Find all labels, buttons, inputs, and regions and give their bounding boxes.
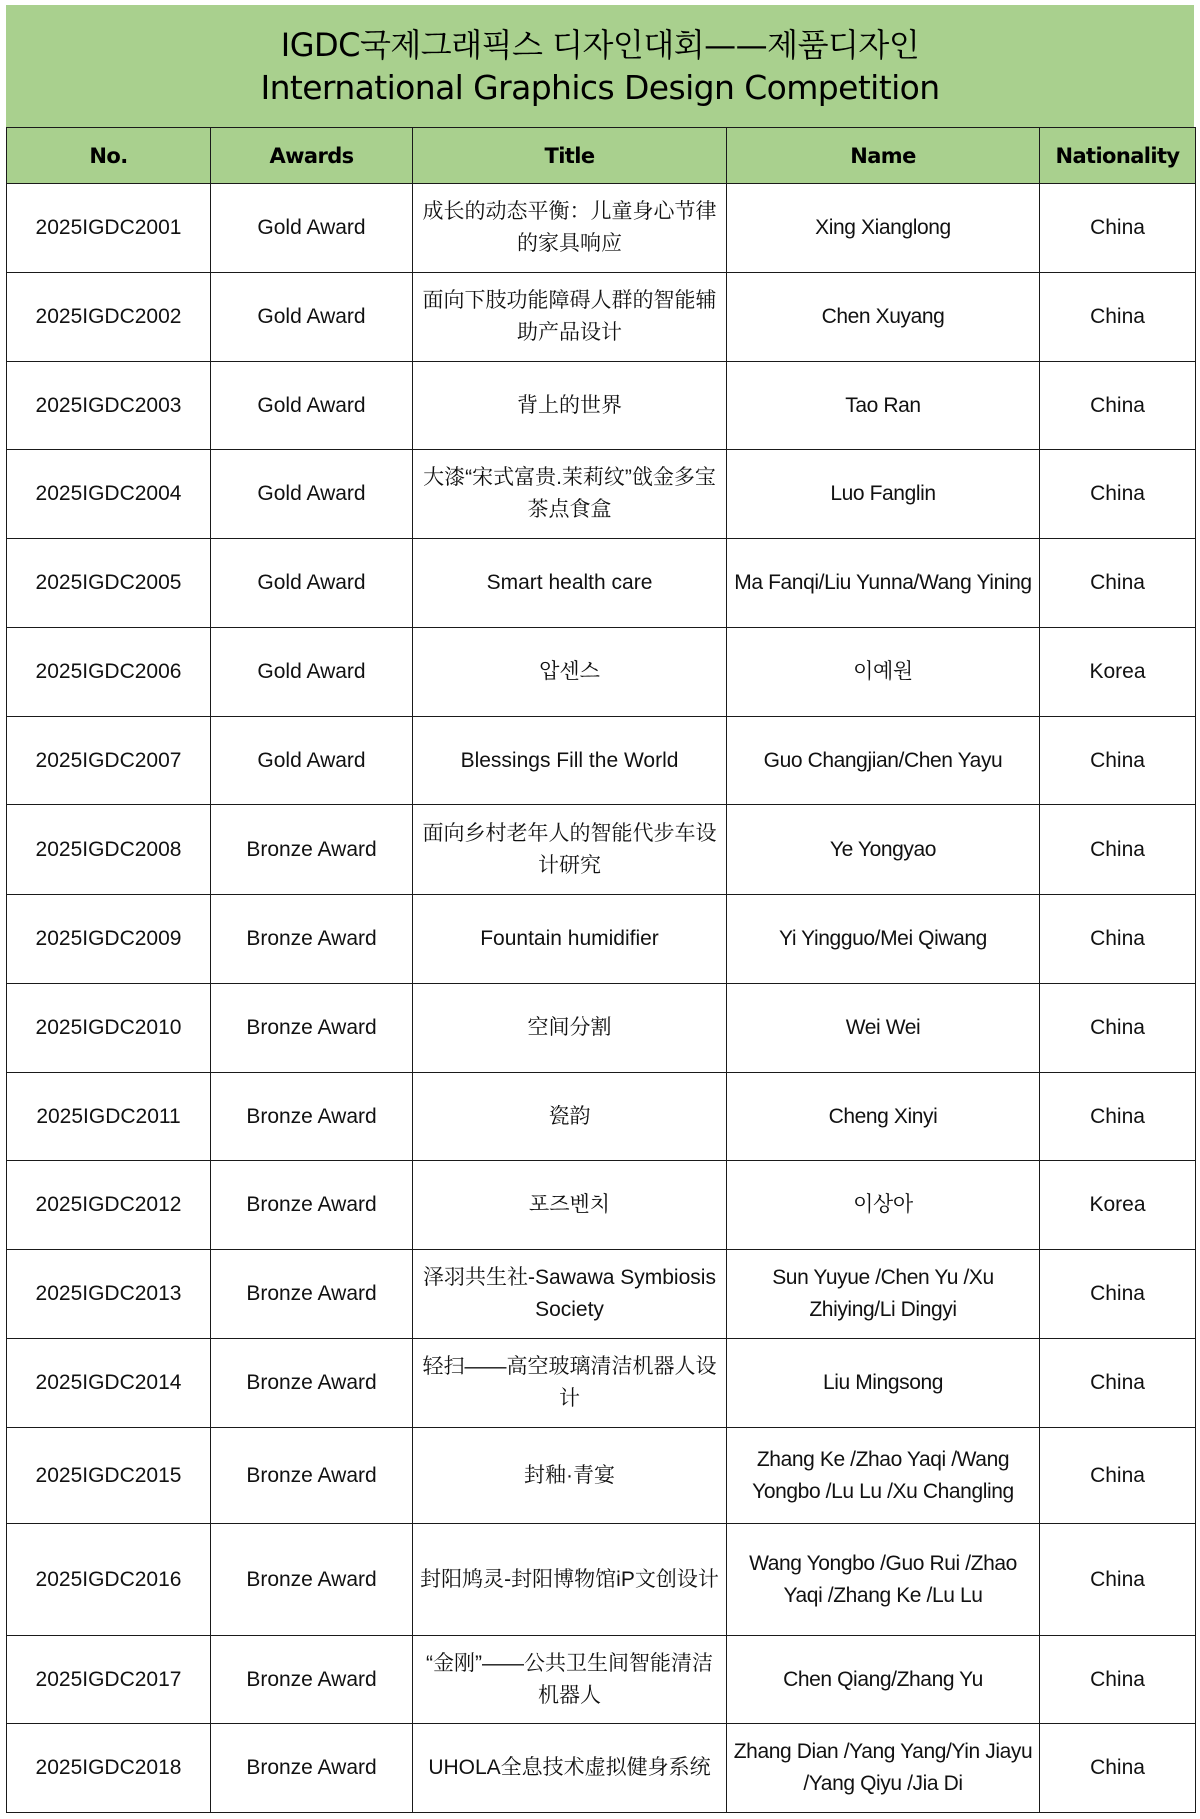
cell-award: Bronze Award — [211, 1524, 413, 1636]
cell-nationality: Korea — [1040, 628, 1196, 717]
cell-number: 2025IGDC2007 — [7, 717, 211, 805]
cell-title: 泽羽共生社-Sawawa Symbiosis Society — [413, 1250, 727, 1339]
cell-name: 이예원 — [727, 628, 1040, 717]
cell-title: Blessings Fill the World — [413, 717, 727, 805]
cell-title: UHOLA全息技术虚拟健身系统 — [413, 1724, 727, 1813]
cell-number: 2025IGDC2015 — [7, 1428, 211, 1524]
cell-nationality: China — [1040, 1250, 1196, 1339]
header-name: Name — [727, 128, 1040, 184]
cell-nationality: China — [1040, 1428, 1196, 1524]
table-row — [7, 1636, 1196, 1724]
cell-number: 2025IGDC2011 — [7, 1073, 211, 1161]
title-korean: IGDC국제그래픽스 디자인대회——제품디자인 — [280, 25, 920, 64]
cell-title: 大漆“宋式富贵.茉莉纹”戗金多宝茶点食盒 — [413, 450, 727, 539]
cell-name: Xing Xianglong — [727, 184, 1040, 273]
cell-award: Bronze Award — [211, 1339, 413, 1428]
cell-title: 成长的动态平衡：儿童身心节律的家具响应 — [413, 184, 727, 273]
table-row — [7, 184, 1196, 273]
cell-number: 2025IGDC2010 — [7, 984, 211, 1073]
cell-nationality: China — [1040, 362, 1196, 450]
cell-nationality: China — [1040, 895, 1196, 984]
cell-title: 포즈벤치 — [413, 1161, 727, 1250]
cell-award: Gold Award — [211, 362, 413, 450]
cell-award: Bronze Award — [211, 1250, 413, 1339]
cell-nationality: China — [1040, 273, 1196, 362]
cell-name: Cheng Xinyi — [727, 1073, 1040, 1161]
cell-number: 2025IGDC2017 — [7, 1636, 211, 1724]
title-banner — [6, 5, 1194, 128]
cell-title: 背上的世界 — [413, 362, 727, 450]
cell-nationality: China — [1040, 805, 1196, 895]
cell-nationality: China — [1040, 1636, 1196, 1724]
cell-number: 2025IGDC2004 — [7, 450, 211, 539]
cell-award: Gold Award — [211, 450, 413, 539]
awards-table — [6, 127, 1196, 1813]
header-nationality: Nationality — [1040, 128, 1196, 184]
cell-title: 封阳鸠灵-封阳博物馆iP文创设计 — [413, 1524, 727, 1636]
cell-name: Guo Changjian/Chen Yayu — [727, 717, 1040, 805]
cell-title: Fountain humidifier — [413, 895, 727, 984]
cell-award: Gold Award — [211, 628, 413, 717]
cell-title: Smart health care — [413, 539, 727, 628]
cell-title: 轻扫——高空玻璃清洁机器人设计 — [413, 1339, 727, 1428]
cell-award: Bronze Award — [211, 1724, 413, 1813]
table-row — [7, 362, 1196, 450]
cell-name: Chen Xuyang — [727, 273, 1040, 362]
header-row — [7, 128, 1196, 184]
table-row — [7, 1724, 1196, 1813]
cell-title: 面向下肢功能障碍人群的智能辅助产品设计 — [413, 273, 727, 362]
cell-award: Gold Award — [211, 539, 413, 628]
cell-award: Bronze Award — [211, 984, 413, 1073]
table-row — [7, 805, 1196, 895]
table-row — [7, 628, 1196, 717]
cell-name: Zhang Dian /Yang Yang/Yin Jiayu /Yang Qiyu /Jia Di — [727, 1724, 1040, 1813]
cell-number: 2025IGDC2008 — [7, 805, 211, 895]
cell-name: 이상아 — [727, 1161, 1040, 1250]
cell-name: Luo Fanglin — [727, 450, 1040, 539]
cell-award: Bronze Award — [211, 1636, 413, 1724]
cell-number: 2025IGDC2002 — [7, 273, 211, 362]
cell-name: Liu Mingsong — [727, 1339, 1040, 1428]
table-row — [7, 984, 1196, 1073]
cell-title: 封釉·青宴 — [413, 1428, 727, 1524]
cell-number: 2025IGDC2006 — [7, 628, 211, 717]
table-row — [7, 273, 1196, 362]
cell-title: 面向乡村老年人的智能代步车设计研究 — [413, 805, 727, 895]
cell-number: 2025IGDC2018 — [7, 1724, 211, 1813]
cell-award: Bronze Award — [211, 1161, 413, 1250]
table-row — [7, 539, 1196, 628]
cell-award: Gold Award — [211, 717, 413, 805]
table-row — [7, 1250, 1196, 1339]
cell-name: Sun Yuyue /Chen Yu /Xu Zhiying/Li Dingyi — [727, 1250, 1040, 1339]
cell-award: Gold Award — [211, 273, 413, 362]
cell-name: Tao Ran — [727, 362, 1040, 450]
header-no: No. — [7, 128, 211, 184]
cell-name: Ye Yongyao — [727, 805, 1040, 895]
table-row — [7, 450, 1196, 539]
table-row — [7, 717, 1196, 805]
table-row — [7, 1524, 1196, 1636]
cell-number: 2025IGDC2014 — [7, 1339, 211, 1428]
cell-name: Ma Fanqi/Liu Yunna/Wang Yining — [727, 539, 1040, 628]
cell-name: Wang Yongbo /Guo Rui /Zhao Yaqi /Zhang Ke /Lu Lu — [727, 1524, 1040, 1636]
header-awards: Awards — [211, 128, 413, 184]
cell-number: 2025IGDC2013 — [7, 1250, 211, 1339]
cell-name: Wei Wei — [727, 984, 1040, 1073]
cell-nationality: China — [1040, 450, 1196, 539]
cell-title: 압센스 — [413, 628, 727, 717]
title-english: International Graphics Design Competition — [260, 67, 940, 107]
cell-number: 2025IGDC2009 — [7, 895, 211, 984]
cell-nationality: China — [1040, 1339, 1196, 1428]
cell-nationality: China — [1040, 539, 1196, 628]
cell-number: 2025IGDC2001 — [7, 184, 211, 273]
cell-title: “金刚”——公共卫生间智能清洁机器人 — [413, 1636, 727, 1724]
cell-name: Zhang Ke /Zhao Yaqi /Wang Yongbo /Lu Lu /Xu Changling — [727, 1428, 1040, 1524]
cell-award: Bronze Award — [211, 1073, 413, 1161]
cell-award: Bronze Award — [211, 895, 413, 984]
table-row — [7, 1339, 1196, 1428]
cell-nationality: China — [1040, 1724, 1196, 1813]
cell-name: Yi Yingguo/Mei Qiwang — [727, 895, 1040, 984]
cell-award: Gold Award — [211, 184, 413, 273]
cell-title: 瓷韵 — [413, 1073, 727, 1161]
table-row — [7, 1161, 1196, 1250]
cell-title: 空间分割 — [413, 984, 727, 1073]
cell-nationality: China — [1040, 1073, 1196, 1161]
cell-nationality: China — [1040, 984, 1196, 1073]
cell-nationality: China — [1040, 1524, 1196, 1636]
header-title: Title — [413, 128, 727, 184]
cell-nationality: Korea — [1040, 1161, 1196, 1250]
table-row — [7, 1073, 1196, 1161]
cell-name: Chen Qiang/Zhang Yu — [727, 1636, 1040, 1724]
cell-number: 2025IGDC2016 — [7, 1524, 211, 1636]
cell-number: 2025IGDC2012 — [7, 1161, 211, 1250]
cell-nationality: China — [1040, 184, 1196, 273]
cell-award: Bronze Award — [211, 805, 413, 895]
cell-number: 2025IGDC2003 — [7, 362, 211, 450]
cell-number: 2025IGDC2005 — [7, 539, 211, 628]
table-row — [7, 895, 1196, 984]
table-row — [7, 1428, 1196, 1524]
cell-nationality: China — [1040, 717, 1196, 805]
cell-award: Bronze Award — [211, 1428, 413, 1524]
